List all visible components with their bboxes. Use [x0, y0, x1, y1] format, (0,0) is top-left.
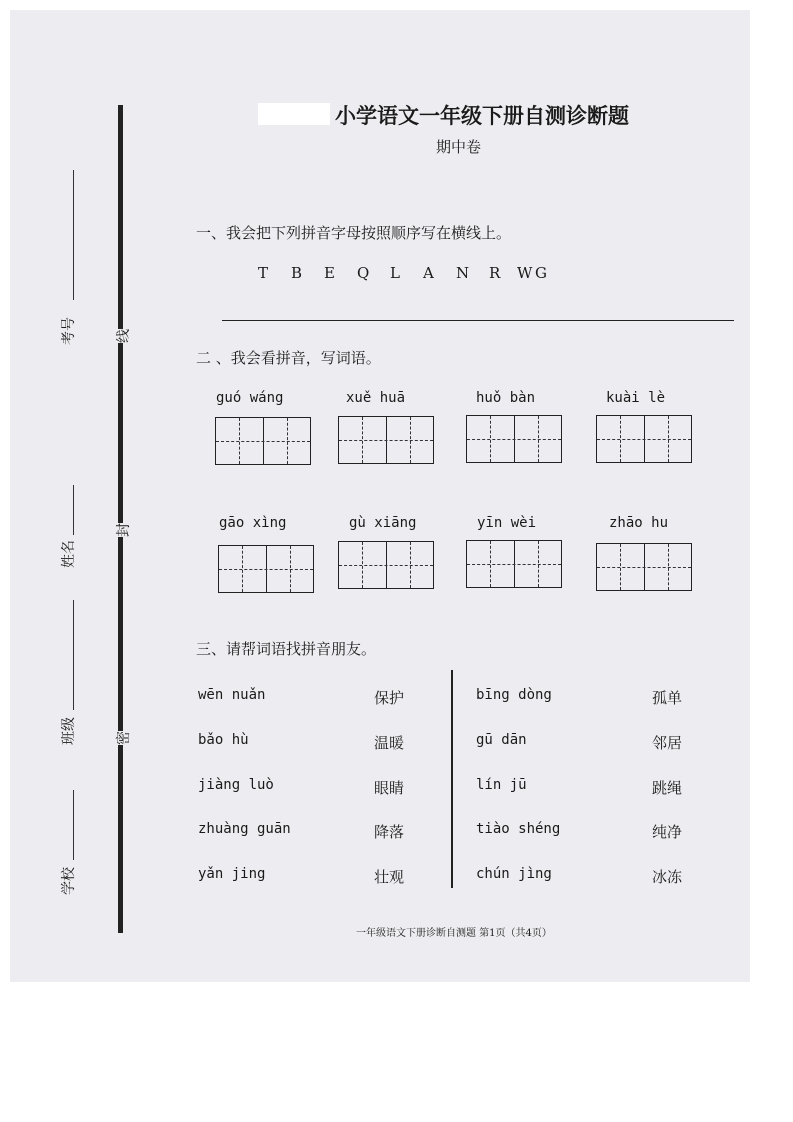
- letter: R: [489, 264, 501, 282]
- letter: T: [258, 264, 269, 282]
- letter: G: [535, 264, 547, 282]
- pinyin-label: kuài lè: [606, 390, 666, 406]
- writing-box[interactable]: [338, 541, 434, 589]
- letter: N: [456, 264, 470, 282]
- school-blank: [73, 790, 74, 860]
- match-pinyin: chún jìng: [476, 866, 552, 882]
- letter-list: [258, 264, 568, 282]
- mark-line: 线: [113, 329, 133, 343]
- page-subtitle: 期中卷: [436, 138, 482, 156]
- page-title: 小学语文一年级下册自测诊断题: [335, 103, 629, 128]
- pinyin-label: gāo xìng: [219, 515, 287, 531]
- match-word: 孤单: [652, 689, 683, 707]
- pinyin-label: huǒ bàn: [476, 390, 536, 406]
- match-pinyin: zhuàng guān: [198, 821, 291, 837]
- letter: L: [390, 264, 400, 282]
- pinyin-label: gù xiāng: [349, 515, 417, 531]
- match-pinyin: yǎn jing: [198, 866, 266, 882]
- writing-box[interactable]: [338, 416, 434, 464]
- column-divider: [451, 670, 453, 888]
- writing-box[interactable]: [215, 417, 311, 465]
- exam-no-blank: [73, 170, 74, 300]
- match-word: 降落: [374, 823, 405, 841]
- match-pinyin: tiào shéng: [476, 821, 561, 837]
- writing-box[interactable]: [466, 540, 562, 588]
- match-word: 邻居: [652, 734, 683, 752]
- class-blank: [73, 600, 74, 710]
- mark-seal: 封: [113, 523, 133, 537]
- match-word: 壮观: [374, 868, 405, 886]
- letter: W: [517, 264, 533, 282]
- match-word: 温暖: [374, 734, 405, 752]
- class-label: 班级: [61, 717, 77, 745]
- page-footer: 一年级语文下册诊断自测题 第1页（共4页）: [356, 928, 552, 939]
- match-word: 纯净: [652, 823, 683, 841]
- pinyin-label: zhāo hu: [609, 515, 669, 531]
- section3-heading: 三、请帮词语找拼音朋友。: [196, 640, 377, 658]
- letter: Q: [357, 264, 370, 282]
- match-pinyin: jiàng luò: [198, 777, 274, 793]
- section1-heading: 一、我会把下列拼音字母按照顺序写在横线上。: [196, 224, 512, 242]
- name-label: 姓名: [61, 540, 77, 568]
- writing-box[interactable]: [596, 415, 692, 463]
- match-pinyin: bīng dòng: [476, 687, 552, 703]
- writing-box[interactable]: [466, 415, 562, 463]
- answer-line[interactable]: [222, 320, 734, 321]
- match-pinyin: lín jū: [476, 777, 527, 793]
- match-pinyin: wēn nuǎn: [198, 687, 266, 703]
- pinyin-label: guó wáng: [216, 390, 284, 406]
- match-word: 眼睛: [374, 779, 405, 797]
- letter: A: [423, 264, 434, 282]
- name-blank: [73, 485, 74, 535]
- mark-secret: 密: [113, 731, 133, 745]
- exam-no-label: 考号: [61, 317, 77, 345]
- redacted-school-name: [258, 103, 330, 125]
- match-word: 冰冻: [652, 868, 683, 886]
- letter: B: [291, 264, 303, 282]
- match-pinyin: bǎo hù: [198, 732, 249, 748]
- section2-heading: 二 、我会看拼音，写词语。: [196, 349, 381, 367]
- match-word: 保护: [374, 689, 405, 707]
- pinyin-label: yīn wèi: [477, 515, 537, 531]
- school-label: 学校: [61, 867, 77, 895]
- writing-box[interactable]: [596, 543, 692, 591]
- letter: E: [324, 264, 335, 282]
- match-word: 跳绳: [652, 779, 683, 797]
- binding-line: [118, 105, 123, 933]
- writing-box[interactable]: [218, 545, 314, 593]
- pinyin-label: xuě huā: [346, 390, 406, 406]
- match-pinyin: gū dān: [476, 732, 527, 748]
